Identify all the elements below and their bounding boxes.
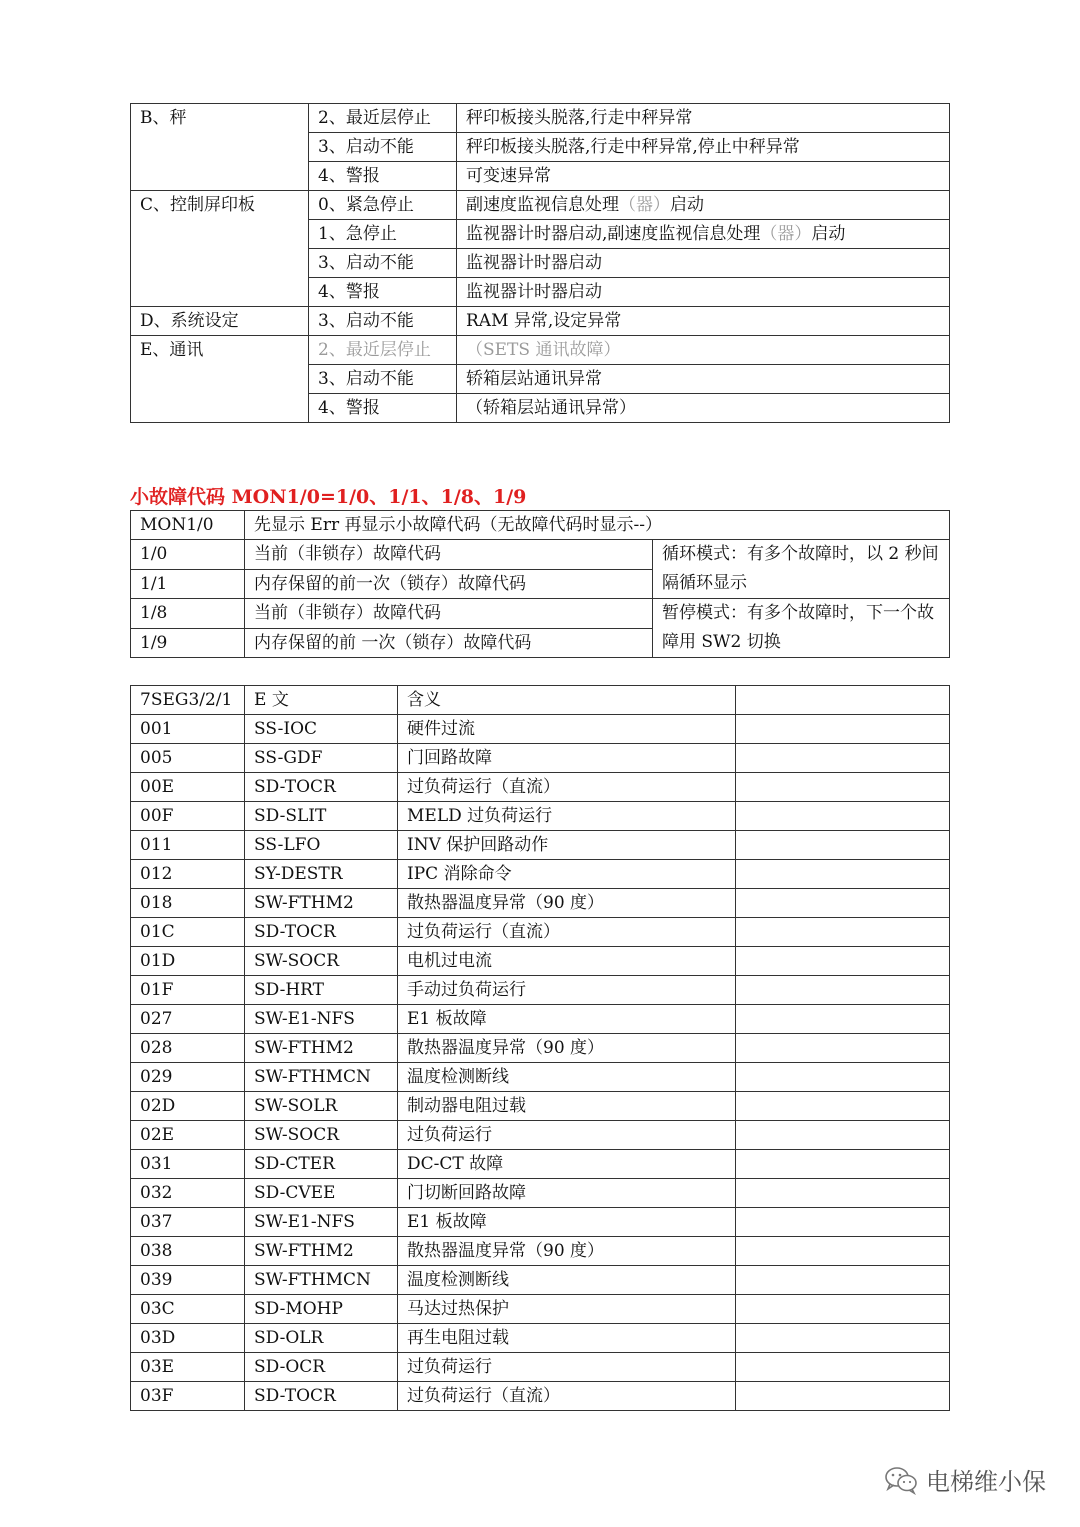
meaning-cell: 门切断回路故障	[398, 1179, 736, 1208]
empty-cell	[736, 1179, 950, 1208]
seg-code-cell: 01F	[131, 976, 245, 1005]
minor-fault-display-table	[130, 510, 950, 658]
stop-cell: 0、紧急停止	[309, 191, 457, 220]
mode-pause-cell: 暂停模式：有多个故障时，下一个故障用 SW2 切换	[653, 599, 950, 658]
e-name-cell: SS-IOC	[245, 715, 398, 744]
empty-cell	[736, 1063, 950, 1092]
seg-code-cell: 028	[131, 1034, 245, 1063]
table-row	[131, 511, 950, 540]
table-row	[131, 104, 950, 133]
table-row	[131, 1034, 950, 1063]
table-row	[131, 1150, 950, 1179]
seg-code-cell: 02E	[131, 1121, 245, 1150]
table-row	[131, 336, 950, 365]
seg-code-cell: 00E	[131, 773, 245, 802]
cause-cell: 监视器计时器启动	[457, 249, 950, 278]
seg-code-cell: 018	[131, 889, 245, 918]
empty-cell	[736, 1121, 950, 1150]
e-name-cell: SW-FTHMCN	[245, 1266, 398, 1295]
empty-cell	[736, 715, 950, 744]
cause-cell: 可变速异常	[457, 162, 950, 191]
meaning-cell: 硬件过流	[398, 715, 736, 744]
cause-cell: （SETS 通讯故障）	[457, 336, 950, 365]
e-name-cell: SD-OLR	[245, 1324, 398, 1353]
empty-cell	[736, 1295, 950, 1324]
code-cell: 1/9	[131, 628, 245, 658]
meaning-cell: IPC 消除命令	[398, 860, 736, 889]
table-row	[131, 1208, 950, 1237]
empty-cell	[736, 1092, 950, 1121]
seg-code-cell: 005	[131, 744, 245, 773]
fault-category-table	[130, 103, 950, 423]
code-cell: 1/8	[131, 599, 245, 629]
stop-cell: 3、启动不能	[309, 307, 457, 336]
e-name-cell: SD-CTER	[245, 1150, 398, 1179]
meaning-cell: 再生电阻过载	[398, 1324, 736, 1353]
cause-text-grey: （器）	[619, 195, 670, 215]
cause-cell: 轿箱层站通讯异常	[457, 365, 950, 394]
e-name-cell: SW-FTHM2	[245, 1034, 398, 1063]
wechat-icon	[884, 1465, 918, 1495]
e-name-cell: SD-OCR	[245, 1353, 398, 1382]
table-row	[131, 918, 950, 947]
empty-cell	[736, 1237, 950, 1266]
e-name-cell: SW-FTHM2	[245, 1237, 398, 1266]
seg-code-cell: 03C	[131, 1295, 245, 1324]
table-row	[131, 1092, 950, 1121]
seg-code-cell: 029	[131, 1063, 245, 1092]
seg-code-table-body	[131, 715, 950, 1411]
cause-cell	[457, 191, 950, 220]
e-name-cell: SW-FTHM2	[245, 889, 398, 918]
category-cell: C、控制屏印板	[131, 191, 309, 307]
seg-code-cell: 027	[131, 1005, 245, 1034]
table-row	[131, 307, 950, 336]
cause-text: 启动	[670, 195, 704, 215]
section-heading: 小故障代码 MON1/0=1/0、1/1、1/8、1/9	[130, 486, 527, 508]
e-name-cell: SW-SOLR	[245, 1092, 398, 1121]
table-row	[131, 191, 950, 220]
category-cell: D、系统设定	[131, 307, 309, 336]
seg-code-cell: 038	[131, 1237, 245, 1266]
meaning-cell: 散热器温度异常（90 度）	[398, 1237, 736, 1266]
table-row	[131, 1063, 950, 1092]
table-row	[131, 1266, 950, 1295]
cause-text: 启动	[811, 224, 846, 244]
e-name-cell: SS-LFO	[245, 831, 398, 860]
empty-cell	[736, 889, 950, 918]
e-name-cell: SY-DESTR	[245, 860, 398, 889]
table-row	[131, 1237, 950, 1266]
table-row	[131, 773, 950, 802]
empty-cell	[736, 1353, 950, 1382]
desc-cell: 内存保留的前一次（锁存）故障代码	[245, 569, 653, 599]
seg-code-cell: 01D	[131, 947, 245, 976]
e-name-cell: SW-E1-NFS	[245, 1005, 398, 1034]
meaning-cell: 温度检测断线	[398, 1266, 736, 1295]
table-row	[131, 802, 950, 831]
empty-cell	[736, 831, 950, 860]
stop-cell: 1、急停止	[309, 220, 457, 249]
meaning-cell: E1 板故障	[398, 1208, 736, 1237]
empty-cell	[736, 1208, 950, 1237]
empty-cell	[736, 947, 950, 976]
category-cell: E、通讯	[131, 336, 309, 423]
table-header-row	[131, 686, 950, 715]
table-row	[131, 1295, 950, 1324]
code-cell: 1/0	[131, 540, 245, 570]
table-row	[131, 744, 950, 773]
e-name-cell: SD-SLIT	[245, 802, 398, 831]
empty-cell	[736, 860, 950, 889]
seg-code-cell: 03E	[131, 1353, 245, 1382]
meaning-cell: 过负荷运行（直流）	[398, 918, 736, 947]
watermark-text: 电梯维小保	[926, 1468, 1046, 1496]
watermark	[884, 1462, 1046, 1497]
meaning-cell: INV 保护回路动作	[398, 831, 736, 860]
code-cell: 1/1	[131, 569, 245, 599]
e-name-cell: SW-FTHMCN	[245, 1063, 398, 1092]
desc-cell: 当前（非锁存）故障代码	[245, 599, 653, 629]
meaning-cell: 散热器温度异常（90 度）	[398, 889, 736, 918]
e-name-cell: SD-TOCR	[245, 1382, 398, 1411]
empty-cell	[736, 918, 950, 947]
meaning-cell: 制动器电阻过载	[398, 1092, 736, 1121]
meaning-cell: MELD 过负荷运行	[398, 802, 736, 831]
meaning-cell: 温度检测断线	[398, 1063, 736, 1092]
cause-cell: 秤印板接头脱落,行走中秤异常,停止中秤异常	[457, 133, 950, 162]
column-header: 含义	[398, 686, 736, 715]
stop-cell: 4、警报	[309, 394, 457, 423]
cause-cell: RAM 异常,设定异常	[457, 307, 950, 336]
cause-cell	[457, 220, 950, 249]
header-desc-cell: 先显示 Err 再显示小故障代码（无故障代码时显示--）	[245, 511, 950, 540]
seg-code-cell: 03D	[131, 1324, 245, 1353]
meaning-cell: 门回路故障	[398, 744, 736, 773]
meaning-cell: 过负荷运行（直流）	[398, 773, 736, 802]
desc-cell: 内存保留的前 一次（锁存）故障代码	[245, 628, 653, 658]
seg-code-cell: 011	[131, 831, 245, 860]
e-name-cell: SW-E1-NFS	[245, 1208, 398, 1237]
table-row	[131, 1005, 950, 1034]
e-name-cell: SD-CVEE	[245, 1179, 398, 1208]
stop-cell: 3、启动不能	[309, 133, 457, 162]
empty-cell	[736, 1034, 950, 1063]
column-header	[736, 686, 950, 715]
mode-cycle-cell: 循环模式：有多个故障时，以 2 秒间隔循环显示	[653, 540, 950, 599]
stop-cell: 4、警报	[309, 278, 457, 307]
meaning-cell: E1 板故障	[398, 1005, 736, 1034]
empty-cell	[736, 976, 950, 1005]
empty-cell	[736, 802, 950, 831]
cause-cell: 秤印板接头脱落,行走中秤异常	[457, 104, 950, 133]
seg-code-cell: 001	[131, 715, 245, 744]
cause-cell: 监视器计时器启动	[457, 278, 950, 307]
category-cell: B、秤	[131, 104, 309, 191]
table-row	[131, 1353, 950, 1382]
table-row	[131, 1324, 950, 1353]
table-row	[131, 947, 950, 976]
seg-code-cell: 037	[131, 1208, 245, 1237]
seg-code-cell: 039	[131, 1266, 245, 1295]
seg-code-cell: 02D	[131, 1092, 245, 1121]
stop-cell: 2、最近层停止	[309, 336, 457, 365]
cause-text: 监视器计时器启动,副速度监视信息处理	[466, 224, 761, 244]
e-name-cell: SD-HRT	[245, 976, 398, 1005]
e-name-cell: SD-TOCR	[245, 773, 398, 802]
seg-code-cell: 031	[131, 1150, 245, 1179]
e-name-cell: SW-SOCR	[245, 947, 398, 976]
cause-cell: （轿箱层站通讯异常）	[457, 394, 950, 423]
meaning-cell: 过负荷运行	[398, 1121, 736, 1150]
empty-cell	[736, 773, 950, 802]
meaning-cell: 过负荷运行	[398, 1353, 736, 1382]
empty-cell	[736, 1150, 950, 1179]
empty-cell	[736, 1266, 950, 1295]
e-name-cell: SS-GDF	[245, 744, 398, 773]
stop-cell: 3、启动不能	[309, 365, 457, 394]
meaning-cell: 电机过电流	[398, 947, 736, 976]
seg-code-cell: 032	[131, 1179, 245, 1208]
table-row	[131, 540, 950, 570]
e-name-cell: SD-TOCR	[245, 918, 398, 947]
column-header: E 文	[245, 686, 398, 715]
desc-cell: 当前（非锁存）故障代码	[245, 540, 653, 570]
meaning-cell: 手动过负荷运行	[398, 976, 736, 1005]
seg-code-cell: 03F	[131, 1382, 245, 1411]
empty-cell	[736, 1324, 950, 1353]
seg-code-cell: 00F	[131, 802, 245, 831]
table-row	[131, 889, 950, 918]
table-row	[131, 1121, 950, 1150]
cause-text: 副速度监视信息处理	[466, 195, 619, 215]
stop-cell: 2、最近层停止	[309, 104, 457, 133]
header-code-cell: MON1/0	[131, 511, 245, 540]
empty-cell	[736, 1005, 950, 1034]
table-row	[131, 1179, 950, 1208]
table-row	[131, 860, 950, 889]
meaning-cell: 马达过热保护	[398, 1295, 736, 1324]
table-row	[131, 715, 950, 744]
seg-code-cell: 012	[131, 860, 245, 889]
e-name-cell: SD-MOHP	[245, 1295, 398, 1324]
meaning-cell: DC-CT 故障	[398, 1150, 736, 1179]
cause-text-grey: （器）	[760, 224, 812, 244]
column-header: 7SEG3/2/1	[131, 686, 245, 715]
seg-code-cell: 01C	[131, 918, 245, 947]
stop-cell: 4、警报	[309, 162, 457, 191]
table-row	[131, 976, 950, 1005]
table-row	[131, 1382, 950, 1411]
empty-cell	[736, 1382, 950, 1411]
seg-code-table	[130, 685, 950, 1411]
meaning-cell: 过负荷运行（直流）	[398, 1382, 736, 1411]
meaning-cell: 散热器温度异常（90 度）	[398, 1034, 736, 1063]
table-row	[131, 599, 950, 629]
stop-cell: 3、启动不能	[309, 249, 457, 278]
e-name-cell: SW-SOCR	[245, 1121, 398, 1150]
empty-cell	[736, 744, 950, 773]
table-row	[131, 831, 950, 860]
